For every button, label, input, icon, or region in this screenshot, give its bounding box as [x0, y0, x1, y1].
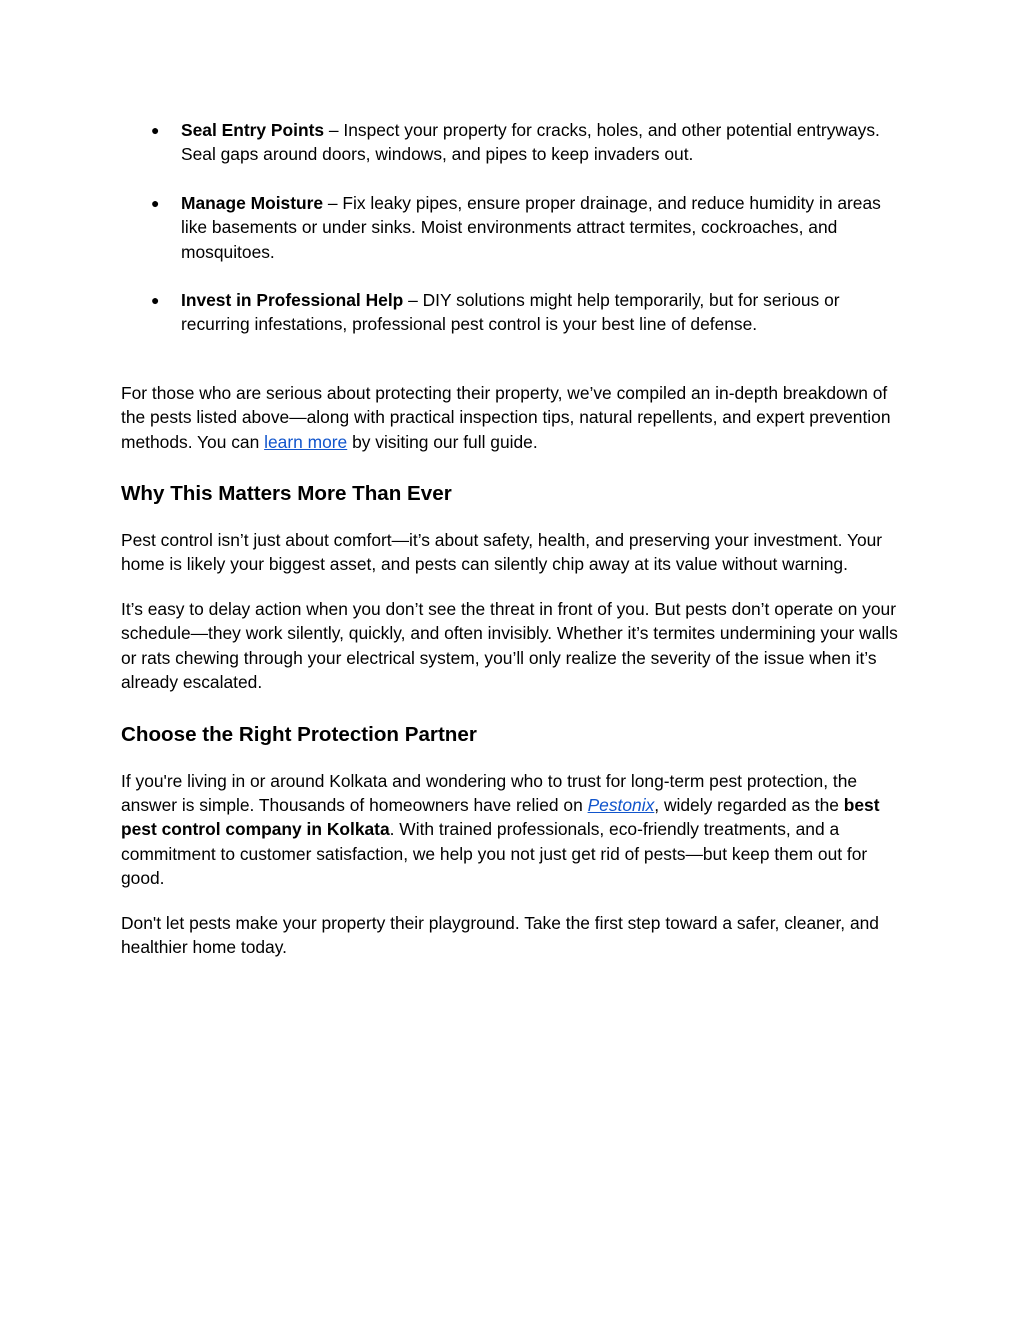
bullet-title: Seal Entry Points: [181, 120, 325, 140]
choose-text-after: . With trained professionals, eco-friendly treatments, and a commitment to customer satisfaction, we help you not just get rid of pests—but keep them out for good.: [121, 819, 868, 889]
bullet-icon: ●: [151, 292, 160, 309]
why-paragraph-2: It’s easy to delay action when you don’t see the threat in front of you. But pests don’t operate on your schedule—they work silently, quickly, and often invisibly. Whether it’s termites undermining your walls or rats chewing through your electrical system, you’ll only realize the severity of the issue when it’s already escalated.: [121, 598, 898, 693]
choose-bold-text: best pest control company in Kolkata: [121, 794, 880, 840]
bullet-text: – DIY solutions might help temporarily, but for serious or recurring infestations, professional pest control is your best line of defense.: [181, 290, 840, 335]
pestonix-link[interactable]: Pestonix: [587, 794, 655, 815]
choose-text-before: If you're living in or around Kolkata and wondering who to trust for long-term pest protection, the answer is simple. Thousands of homeowners have relied on: [121, 770, 858, 815]
intro-text-before: For those who are serious about protecting their property, we’ve compiled an in-depth breakdown of the pests listed above—along with practical inspection tips, natural repellents, and expert prevention methods. You can: [121, 382, 891, 452]
choose-paragraph-1: [121, 769, 911, 891]
tips-list: [121, 118, 911, 337]
why-paragraph-1: Pest control isn’t just about comfort—it’s about safety, health, and preserving your investment. Your home is likely your biggest asset, and pests can silently chip away at its value without warning.: [121, 530, 883, 575]
section-heading-choose: Choose the Right Protection Partner: [121, 722, 477, 746]
bullet-icon: ●: [151, 122, 160, 138]
list-item: [121, 288, 911, 337]
intro-text-after: by visiting our full guide.: [347, 431, 538, 452]
choose-paragraph-2: Don't let pests make your property their playground. Take the first step toward a safer, cleaner, and healthier home today.: [121, 912, 879, 957]
learn-more-link[interactable]: learn more: [264, 431, 348, 452]
bullet-text: – Inspect your property for cracks, holes, and other potential entryways. Seal gaps around doors, windows, and pipes to keep invaders out.: [181, 120, 880, 165]
bullet-title: Invest in Professional Help: [181, 290, 404, 311]
section-heading-why: Why This Matters More Than Ever: [121, 482, 452, 506]
list-item: [121, 118, 911, 167]
bullet-icon: ●: [151, 194, 160, 211]
choose-text-mid: , widely regarded as the: [654, 794, 844, 815]
bullet-title: Manage Moisture: [181, 192, 324, 213]
intro-paragraph: [121, 381, 911, 454]
list-item: [121, 191, 911, 264]
bullet-text: – Fix leaky pipes, ensure proper drainage, and reduce humidity in areas like basements or under sinks. Moist environments attract termites, cockroaches, and mosquitoes.: [181, 192, 881, 262]
document-page: [121, 118, 911, 959]
